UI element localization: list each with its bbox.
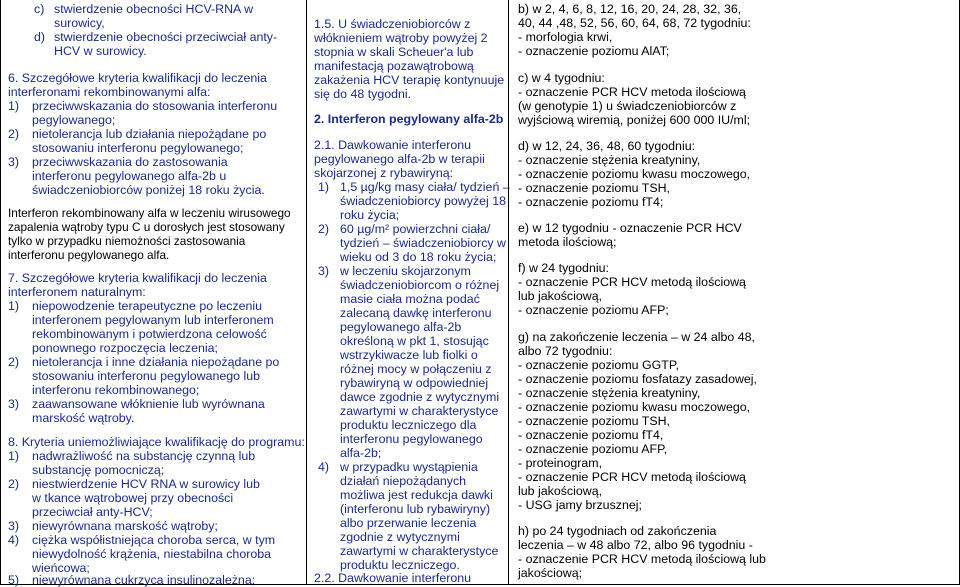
monitoring-line: - oznaczenie PCR HCV metoda ilościową xyxy=(518,85,746,99)
item-marker: 2) xyxy=(318,222,330,236)
monitoring-line: - oznaczenie PCR HCV metodą ilościową xyxy=(518,275,746,289)
item-text: przeciwwskazania do zastosowania xyxy=(32,155,228,169)
item-text: roku życia; xyxy=(340,208,400,222)
paragraph-line: 2.2. Dawkowanie interferonu xyxy=(314,571,472,585)
monitoring-line: - oznaczenie stężenia kreatyniny, xyxy=(518,386,701,400)
item-text: niestwierdzenie HCV RNA w surowicy lub xyxy=(32,477,260,491)
item-text: (interferonu lub rybawiryny) xyxy=(340,502,491,516)
item-marker: 2) xyxy=(8,355,20,369)
item-text: w przypadku wystąpienia xyxy=(340,460,478,474)
item-marker: 2) xyxy=(8,127,20,141)
monitoring-line: - oznaczenie poziomu fosfatazy zasadowej, xyxy=(518,372,757,386)
section-6-heading: 6. Szczegółowe kryteria kwalifikacji do leczenia xyxy=(8,71,267,85)
item-marker: 3) xyxy=(8,519,20,533)
section-8-heading: 8. Kryteria uniemożliwiające kwalifikację do programu: xyxy=(8,435,305,449)
column-dosage xyxy=(306,0,508,585)
item-text: zawartymi w charakterystyce xyxy=(340,544,499,558)
item-text: w tkance wątrobowej przy obecności xyxy=(32,491,234,505)
item-marker: 1) xyxy=(318,180,330,194)
item-text: dawce zgodnie z wytycznymi xyxy=(340,390,500,404)
item-text: 1,5 µg/kg masy ciała/ tydzień – xyxy=(340,180,510,194)
paragraph-line: 2.1. Dawkowanie interferonu xyxy=(314,138,472,152)
item-text: zawartymi w charakterystyce xyxy=(340,404,499,418)
paragraph-line: interferonu pegylowanego alfa. xyxy=(8,248,170,262)
monitoring-line: (w genotypie 1) u świadczeniobiorców z xyxy=(518,99,737,113)
monitoring-line: - oznaczenie poziomu AFP; xyxy=(518,303,669,317)
item-text: albo przerwanie leczenia xyxy=(340,516,477,530)
item-marker: c) xyxy=(34,2,45,16)
item-marker: 4) xyxy=(8,533,20,547)
paragraph-line: zapalenia wątroby typu C u dorosłych jest stosowany xyxy=(8,220,285,234)
paragraph-line: Interferon rekombinowany alfa w leczeniu wirusowego xyxy=(8,206,291,220)
paragraph-line: pegylowanego alfa-2b w terapii xyxy=(314,152,485,166)
item-text: substancję pomocniczą; xyxy=(32,463,165,477)
item-text: w leczeniu skojarzonym xyxy=(340,264,471,278)
item-text: wieńcowa; xyxy=(32,561,90,575)
monitoring-line: e) w 12 tygodniu - oznaczenie PCR HCV xyxy=(518,221,742,235)
monitoring-line: wyjściową wiremią, poniżej 600 000 IU/ml; xyxy=(518,113,751,127)
monitoring-line: - oznaczenie poziomu AFP, xyxy=(518,442,668,456)
monitoring-line: 40, 44 ,48, 52, 56, 60, 64, 68, 72 tygodniu: xyxy=(518,16,751,30)
item-text: niewydolność krążenia, niestabilna choroba xyxy=(32,547,272,561)
section-7-heading: 7. Szczegółowe kryteria kwalifikacji do leczenia xyxy=(8,271,267,285)
item-text: świadczeniobiorcom o różnej xyxy=(340,278,500,292)
item-text: produktu leczniczego. xyxy=(340,558,460,572)
item-text: marskość wątroby. xyxy=(32,411,135,425)
item-text: określoną w pkt 1, stosując xyxy=(340,334,489,348)
item-text: zalecaną dawkę interferonu xyxy=(340,306,492,320)
monitoring-line: - oznaczenie poziomu fT4; xyxy=(518,195,664,209)
item-text: różnej mocy w połączeniu z xyxy=(340,362,492,376)
item-text: świadczeniobiorcy powyżej 18 xyxy=(340,194,506,208)
item-text: wstrzykiwacze lub fiolki o xyxy=(340,348,478,362)
item-text: przeciwciał anty-HCV; xyxy=(32,505,153,519)
item-text: ponownego rozpoczęcia leczenia; xyxy=(32,341,218,355)
paragraph-line: skojarzonej z rybawiryną: xyxy=(314,166,454,180)
monitoring-line: h) po 24 tygodniach od zakończenia xyxy=(518,524,717,538)
monitoring-line: - oznaczenie poziomu kwasu moczowego, xyxy=(518,400,751,414)
paragraph-line: się do 48 tygodni. xyxy=(314,87,412,101)
item-text: zgodnie z wytycznymi xyxy=(340,530,460,544)
item-text: produktu leczniczego dla xyxy=(340,418,477,432)
monitoring-line: f) w 24 tygodniu: xyxy=(518,261,609,275)
monitoring-line: - oznaczenie PCR HCV metodą ilościową lub xyxy=(518,552,766,566)
item-text: niewyrównana marskość wątroby; xyxy=(32,519,218,533)
column-monitoring xyxy=(508,0,960,585)
item-text: świadczeniobiorców poniżej 18 roku życia. xyxy=(32,183,265,197)
paragraph-line: manifestacją pozawątrobową xyxy=(314,59,474,73)
paragraph-line: zakażenia HCV terapię kontynuuje xyxy=(314,73,505,87)
item-marker: 3) xyxy=(8,155,20,169)
item-text: możliwa jest redukcja dawki xyxy=(340,488,493,502)
item-text: stosowaniu interferonu pegylowanego lub xyxy=(32,369,261,383)
monitoring-line: - oznaczenie stężenia kreatyniny, xyxy=(518,153,701,167)
item-marker: 3) xyxy=(8,397,20,411)
monitoring-line: metoda ilościową; xyxy=(518,235,617,249)
item-marker: 1) xyxy=(8,449,20,463)
item-marker: d) xyxy=(34,30,46,44)
item-marker: 5) xyxy=(8,573,20,587)
item-text: interferonu pegylowanego alfa-2b u xyxy=(32,169,227,183)
monitoring-line: - oznaczenie poziomu TSH, xyxy=(518,181,670,195)
section-6-heading: interferonami rekombinowanymi alfa: xyxy=(8,85,211,99)
paragraph-line: stopnia w skali Scheuer'a lub xyxy=(314,45,474,59)
monitoring-line: jakościową; xyxy=(518,566,583,580)
item-text: interferonu rekombinowanego; xyxy=(32,383,200,397)
item-text: 60 µg/m² powierzchni ciała/ xyxy=(340,222,491,236)
monitoring-line: - oznaczenie poziomu AlAT; xyxy=(518,44,670,58)
item-text: interferonem pegylowanym lub interferonem xyxy=(32,313,274,327)
item-marker: 2) xyxy=(8,477,20,491)
monitoring-line: g) na zakończenie leczenia – w 24 albo 48, xyxy=(518,330,755,344)
item-text: pegylowanego alfa-2b xyxy=(340,320,462,334)
item-text: HCV w surowicy. xyxy=(54,44,147,58)
item-marker: 3) xyxy=(318,264,330,278)
monitoring-line: d) w 12, 24, 36, 48, 60 tygodniu: xyxy=(518,139,696,153)
paragraph-line: włóknieniem wątroby powyżej 2 xyxy=(314,31,488,45)
item-marker: 1) xyxy=(8,299,20,313)
monitoring-line: - USG jamy brzusznej; xyxy=(518,498,642,512)
monitoring-line: leczenia – w 48 albo 72, albo 96 tygodniu - xyxy=(518,538,753,552)
item-text: stwierdzenie obecności przeciwciał anty- xyxy=(54,30,278,44)
monitoring-line: - oznaczenie poziomu fT4, xyxy=(518,428,664,442)
monitoring-line: - morfologia krwi, xyxy=(518,30,613,44)
monitoring-line: - oznaczenie PCR HCV metodą ilościową xyxy=(518,470,746,484)
item-text: zaawansowane włóknienie lub wyrównana xyxy=(32,397,265,411)
item-text: niepowodzenie terapeutyczne po leczeniu xyxy=(32,299,263,313)
item-text: ciężka współistniejąca choroba serca, w tym xyxy=(32,533,276,547)
item-text: rekombinowanym i potwierdzona celowość xyxy=(32,327,267,341)
item-text: surowicy, xyxy=(54,16,105,30)
monitoring-line: - oznaczenie poziomu TSH, xyxy=(518,414,670,428)
item-marker: 4) xyxy=(318,460,330,474)
item-text: przeciwwskazania do stosowania interferonu xyxy=(32,99,278,113)
item-text: masie ciała można podać xyxy=(340,292,480,306)
item-text: interferonu pegylowanego xyxy=(340,432,483,446)
monitoring-line: lub jakościową, xyxy=(518,484,603,498)
monitoring-line: - proteinogram, xyxy=(518,456,603,470)
monitoring-line: c) w 4 tygodniu: xyxy=(518,71,605,85)
item-text: działań niepożądanych xyxy=(340,474,467,488)
monitoring-line: - oznaczenie poziomu GGTP, xyxy=(518,358,679,372)
item-text: nadwrażliwość na substancję czynną lub xyxy=(32,449,256,463)
paragraph-line: tylko w przypadku niemożności zastosowania xyxy=(8,234,246,248)
item-marker: 1) xyxy=(8,99,20,113)
section-2-heading: 2. Interferon pegylowany alfa-2b xyxy=(314,112,504,126)
item-text: niewyrównana cukrzyca insulinozależna; xyxy=(32,573,256,587)
item-text: stwierdzenie obecności HCV-RNA w xyxy=(54,2,254,16)
monitoring-line: lub jakościową, xyxy=(518,289,603,303)
column-criteria xyxy=(0,0,306,585)
item-text: tydzień – świadczeniobiorcy w xyxy=(340,236,506,250)
item-text: nietolerancja lub działania niepożądane po xyxy=(32,127,267,141)
monitoring-line: b) w 2, 4, 6, 8, 12, 16, 20, 24, 28, 32, 36, xyxy=(518,2,742,16)
item-text: stosowaniu interferonu pegylowanego; xyxy=(32,141,244,155)
item-text: nietolerancja i inne działania niepożądane po xyxy=(32,355,280,369)
item-text: rybawiryną w odpowiedniej xyxy=(340,376,489,390)
item-text: wieku od 3 do 18 roku życia; xyxy=(340,250,497,264)
monitoring-line: - oznaczenie poziomu kwasu moczowego, xyxy=(518,167,751,181)
paragraph-line: 1.5. U świadczeniobiorców z xyxy=(314,17,471,31)
item-text: alfa-2b; xyxy=(340,446,382,460)
section-7-heading: interferonem naturalnym: xyxy=(8,285,146,299)
monitoring-line: albo 72 tygodniu: xyxy=(518,344,613,358)
item-text: pegylowanego; xyxy=(32,113,116,127)
